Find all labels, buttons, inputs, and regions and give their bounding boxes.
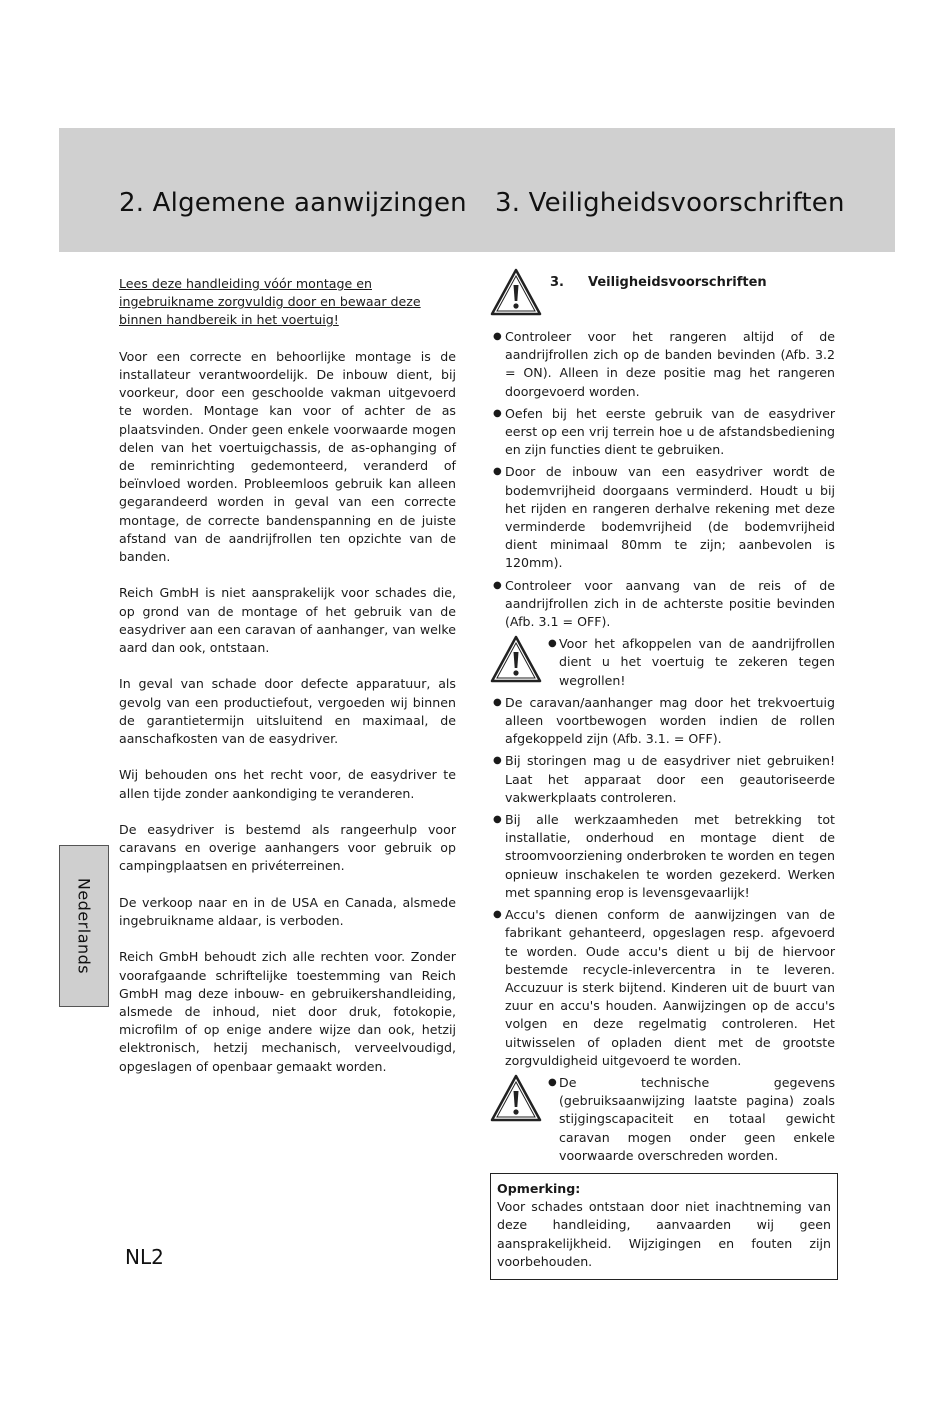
warning-triangle-icon [490,635,542,683]
bullet-icon: ● [493,331,502,342]
warning-triangle-icon [490,1074,542,1122]
language-tab [59,845,109,1007]
warning-item: ● De technische gegevens (gebruiksaanwijzing laatste pagina) zoals stijgingscapaciteit en totaal gewicht caravan mogen onder geen enkele voorwaarde overschreden worden. [490,1074,835,1165]
bullet-icon: ● [493,579,502,591]
paragraph: De verkoop naar en in de USA en Canada, alsmede ingebruikname aldaar, is verboden. [119,894,456,929]
list-item: ● Bij storingen mag u de easydriver niet gebruiken! Laat het apparaat door een geautoriseerde vakwerkplaats controleren. [490,752,835,807]
list-item: ● Door de inbouw van een easydriver wordt de bodemvrijheid doorgaans verminderd. Houdt u bij het rijden en rangeren derhalve rekening met deze verminderde bodemvrijheid (de bodemvrijheid dient minimaal 80mm te zijn; aanbevolen is 120mm). [490,463,835,572]
list-item: ● Accu's dienen conform de aanwijzingen van de fabrikant gehanteerd, opgeslagen resp. afgevoerd te worden. Oude accu's dient u bij de hiervoor bestemde recycle-inlevercentra in te leveren. Accuzuur is sterk bijtend. Kinderen uit de buurt van zuur en accu's houden. Aanwijzingen op de accu's volgen en deze regelmatig controleren. Het uitwisselen of opladen dient met de grootste zorgvuldigheid uitgevoerd te worden. [490,906,835,1070]
language-tab-label: Nederlands [74,877,94,975]
list-item: ● Controleer voor het rangeren altijd of de aandrijfrollen zich op de banden bevinden (Afb. 3.2 = ON). Alleen in deze positie mag het rangeren doorgevoerd worden. [490,328,835,401]
safety-heading [490,268,835,326]
note-title: Opmerking: [497,1180,581,1196]
page-number: NL2 [125,1245,164,1269]
bullet-icon: ● [493,755,502,767]
list-item: ● De caravan/aanhanger mag door het trekvoertuig alleen voortbewogen worden indien de rollen afgekoppeld zijn (Afb. 3.1. = OFF). [490,694,835,749]
section-number: 3. [550,275,564,290]
section-3-title: 3. Veiligheidsvoorschriften [495,188,845,218]
bullet-icon: ● [493,407,502,419]
paragraph: Reich GmbH is niet aansprakelijk voor schades die, op grond van de montage of het gebruik van de easydriver aan een caravan of aanhanger, van welke aard dan ook, ontstaan. [119,585,456,656]
note-text: Voor schades ontstaan door niet inachtneming van deze handleiding, aanvaarden wij geen aansprakelijkheid. Wijzigingen en fouten zijn voorbehouden. [497,1199,831,1269]
section-heading: Veiligheidsvoorschriften [588,275,767,290]
general-instructions-column [119,275,456,1094]
bullet-icon: ● [493,814,502,826]
bullet-icon: ● [493,466,502,478]
bullet-icon: ● [548,1076,557,1088]
paragraph: In geval van schade door defecte apparatuur, als gevolg van een productiefout, vergoeden wij binnen de garantietermijn uitsluitend en maximaal, de aanschafkosten van de easydriver. [119,676,456,747]
paragraph: De easydriver is bestemd als rangeerhulp voor caravans en overige aanhangers voor gebruik op campingplaatsen en privéterreinen. [119,822,456,874]
intro-paragraph: Lees deze handleiding vóór montage en ingebruikname zorgvuldig door en bewaar deze binnen handbereik in het voertuig! [119,276,421,328]
list-item: ● Bij alle werkzaamheden met betrekking tot installatie, onderhoud en montage dient de stroomvoorziening onderbroken te worden en tegen opnieuw inschakelen te worden gezekerd. Werken met spanning erop is levensgevaarlijk! [490,811,835,902]
list-item: ● Controleer voor aanvang van de reis of de aandrijfrollen zich in de achterste positie bevinden (Afb. 3.1 = OFF). [490,577,835,632]
bullet-icon: ● [493,909,502,921]
paragraph: Reich GmbH behoudt zich alle rechten voor. Zonder voorafgaande schriftelijke toestemming van Reich GmbH mag deze inbouw- en gebruikershandleiding, alsmede de inhoud, niet door druk, fotokopie, microfilm of op enige andere wijze dan ook, hetzij elektronisch, hetzij mechanisch, verveelvoudigd, opgeslagen of openbaar gemaakt worden. [119,949,456,1074]
paragraph: Voor een correcte en behoorlijke montage is de installateur verantwoordelijk. De inbouw dient, bij voorkeur, door een geschoolde vakman uitgevoerd te worden. Montage kan voor of achter de as plaatsvinden. Onder geen enkele voorwaarde mogen delen van het voertuigchassis, de as-ophanging of de reminrichting gedemonteerd, veranderd of beïnvloed worden. Probleemloos gebruik kan alleen gegarandeerd worden in geval van een correcte montage, de correcte bandenspanning en de juiste afstand van de aandrijfrollen ten opzichte van de banden. [119,348,456,565]
bullet-icon: ● [548,638,557,650]
paragraph: Wij behouden ons het recht voor, de easydriver te allen tijde zonder aankondiging te veranderen. [119,767,456,801]
warning-item: ● Voor het afkoppelen van de aandrijfrollen dient u het voertuig te zekeren tegen wegrollen! [490,635,835,690]
safety-rules-column [490,268,835,1280]
warning-triangle-icon [490,268,542,316]
note-box [490,1173,838,1280]
bullet-icon: ● [493,696,502,708]
section-2-title: 2. Algemene aanwijzingen [119,188,467,218]
list-item: ● Oefen bij het eerste gebruik van de easydriver eerst op een vrij terrein hoe u de afstandsbediening en zijn functies dient te gebruiken. [490,405,835,460]
